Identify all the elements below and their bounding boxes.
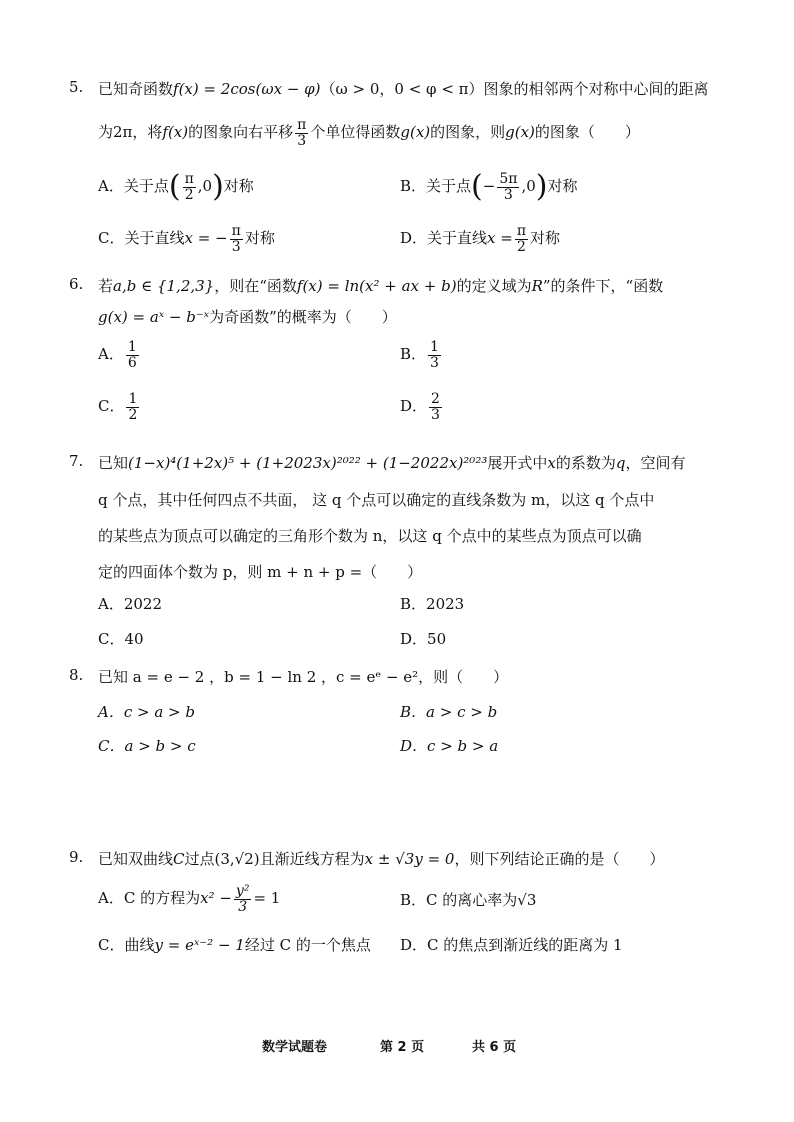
q5-opt-d-pre: D．关于直线 — [400, 229, 488, 248]
question-6-number: 6. — [69, 275, 84, 293]
footer-page-number: 第 2 页 — [380, 1040, 425, 1055]
q6-opt-c-den: 2 — [128, 406, 138, 423]
q9-asymptote-eq: x ± √3y = 0 — [364, 850, 455, 868]
question-6-stem-line1 — [98, 275, 663, 296]
q5-opt-a-num: π — [184, 171, 194, 187]
q5-opt-c-eq: x = − — [184, 229, 228, 248]
q5-opt-a-den: 2 — [184, 186, 194, 203]
q9-line1-c: 且渐近线方程为 — [259, 850, 365, 868]
q9-option-a[interactable] — [98, 884, 280, 914]
q9-opt-a-pre: A．C 的方程为 — [98, 889, 201, 908]
footer-total-pages: 共 6 页 — [472, 1040, 517, 1055]
q5-stem-a: 已知奇函数 — [98, 80, 174, 98]
q6-option-a[interactable] — [98, 340, 141, 370]
question-7-number: 7. — [69, 452, 84, 470]
q5-stem-b4: 的图象，则 — [430, 123, 506, 142]
q6-function-g: g(x) = aˣ − b⁻ˣ — [98, 308, 210, 326]
q7-option-d[interactable]: D．50 — [400, 630, 447, 648]
q5-option-c[interactable] — [98, 224, 275, 254]
question-5-stem-line2 — [98, 118, 640, 148]
footer-title: 数学试题卷 — [262, 1040, 328, 1055]
q6-R: R — [531, 277, 543, 295]
q6-function-f: f(x) = ln(x² + ax + b) — [296, 277, 457, 295]
question-6-stem-line2 — [98, 306, 397, 327]
q7-option-b[interactable]: B．2023 — [400, 595, 465, 613]
q6-opt-b-den: 3 — [430, 354, 439, 371]
q5-stem-b1: 为2π，将 — [98, 123, 163, 142]
q6-opt-d-label: D． — [400, 397, 428, 416]
q5-opt-a-tail: ,0 — [197, 177, 213, 196]
q5-opt-d-eq: x = — [487, 229, 513, 248]
q5-option-b[interactable]: B．关于点(− $\frac{5\pi}{3}$ ,0)对称 — [400, 169, 578, 205]
q7-expression: (1−x)⁴(1+2x)⁵ + (1+2023x)²⁰²² + (1−2022x)²⁰²³ — [128, 454, 488, 472]
question-7-stem-line3: 的某些点为顶点可以确定的三角形个数为 n，以这 q 个点中的某些点为顶点可以确 — [98, 527, 642, 545]
q5-stem-b5: 的图象（ ） — [534, 123, 640, 142]
q6-opt-d-fraction — [429, 392, 442, 422]
q5-opt-b-fraction — [497, 172, 519, 202]
q6-set: a,b ∈ {1,2,3} — [113, 277, 215, 295]
q5-opt-c-num: π — [231, 223, 241, 239]
q5-option-d[interactable] — [400, 224, 560, 254]
q7-x: x — [547, 454, 556, 472]
q6-opt-a-num: 1 — [127, 339, 137, 355]
q5-condition: （ω > 0，0 < φ < π）图象的相邻两个对称中心间的距离 — [320, 80, 709, 98]
q5-opt-c-post: 对称 — [244, 229, 275, 248]
q7-option-a[interactable]: A．2022 — [98, 595, 163, 613]
q9-opt-a-fraction — [234, 884, 252, 914]
q5-opt-b-den: 3 — [503, 186, 513, 203]
q6-opt-c-label: C． — [98, 397, 125, 416]
q6-opt-b-num: 1 — [430, 339, 439, 355]
q5-opt-c-fraction — [230, 224, 243, 254]
q5-shift-den: 3 — [297, 132, 307, 149]
q5-fx: f(x) — [162, 123, 189, 142]
q5-opt-c-pre: C．关于直线 — [98, 229, 185, 248]
q7-q: q — [615, 454, 626, 472]
q5-option-a[interactable]: A．关于点( $\frac{\pi}{2}$ ,0)对称 — [98, 169, 254, 205]
q6-opt-b-fraction — [428, 340, 441, 370]
q9-line1-d: ，则下列结论正确的是（ ） — [454, 850, 665, 868]
q9-option-c[interactable] — [98, 934, 371, 955]
q8-option-b[interactable]: B．a > c > b — [400, 703, 498, 721]
q6-opt-a-fraction — [126, 340, 139, 370]
q9-opt-a-num: y² — [235, 883, 250, 899]
q6-line2-text: 为奇函数”的概率为（ ） — [209, 308, 397, 326]
q6-option-d[interactable] — [400, 392, 444, 422]
q9-option-d[interactable]: D．C 的焦点到渐近线的距离为 1 — [400, 936, 623, 954]
q9-opt-b-pre: B．C 的离心率为 — [400, 891, 518, 909]
question-9-stem — [98, 848, 664, 869]
question-5-number: 5. — [69, 78, 84, 96]
q9-line1-b: 过点 — [184, 850, 215, 868]
q5-shift-num: π — [297, 117, 307, 133]
q5-stem-b2: 的图象向右平移 — [188, 123, 294, 142]
q8-option-d[interactable]: D．c > b > a — [400, 737, 499, 755]
question-7-stem-line4: 定的四面体个数为 p，则 m + n + p =（ ） — [98, 563, 423, 581]
q5-shift-fraction — [295, 118, 308, 148]
question-8-number: 8. — [69, 666, 84, 684]
q9-opt-a-x: x² − — [200, 889, 232, 908]
q6-opt-d-num: 2 — [431, 391, 440, 407]
question-7-stem-line1 — [98, 452, 685, 473]
q9-opt-c-eq: y = eˣ⁻² − 1 — [154, 936, 245, 954]
q5-opt-b-tail: ,0 — [521, 177, 536, 196]
q5-opt-a-post: 对称 — [223, 177, 254, 196]
q5-opt-c-den: 3 — [231, 238, 241, 255]
q6-opt-c-num: 1 — [128, 391, 138, 407]
q5-opt-b-pre: B．关于点 — [400, 177, 472, 196]
q9-C: C — [173, 850, 185, 868]
q7-line1-b: 展开式中 — [487, 454, 548, 472]
q9-opt-a-post: = 1 — [253, 889, 281, 908]
q6-opt-b-label: B． — [400, 345, 427, 364]
q5-opt-b-sign: − — [482, 177, 496, 196]
q6-line1-b: ，则在“函数 — [214, 277, 297, 295]
q7-line1-d: ，空间有 — [625, 454, 686, 472]
q9-option-b[interactable] — [400, 889, 536, 910]
q6-line1-d: ”的条件下，“函数 — [542, 277, 664, 295]
q6-opt-a-den: 6 — [127, 354, 137, 371]
q6-opt-a-label: A． — [98, 345, 124, 364]
q9-opt-a-den: 3 — [238, 898, 248, 915]
q6-opt-d-den: 3 — [431, 406, 440, 423]
q5-gx: g(x) — [400, 123, 431, 142]
q6-line1-a: 若 — [98, 277, 114, 295]
q9-opt-c-post: 经过 C 的一个焦点 — [244, 936, 371, 954]
q5-gx-2: g(x) — [505, 123, 535, 142]
q9-opt-b-val: √3 — [517, 891, 537, 909]
q9-opt-c-pre: C．曲线 — [98, 936, 155, 954]
q9-point: (3,√2) — [214, 850, 260, 868]
q6-option-b[interactable] — [400, 340, 443, 370]
q5-function: f(x) = 2cos(ωx − φ) — [173, 80, 321, 98]
q5-opt-d-fraction — [515, 224, 528, 254]
q6-opt-c-fraction — [126, 392, 139, 422]
q9-line1-a: 已知双曲线 — [98, 850, 174, 868]
question-5-stem-line1 — [98, 78, 709, 99]
question-9-number: 9. — [69, 848, 84, 866]
q8-option-c[interactable]: C．a > b > c — [98, 737, 196, 755]
q5-stem-b3: 个单位得函数 — [310, 123, 401, 142]
q5-opt-d-den: 2 — [516, 238, 526, 255]
q5-opt-b-post: 对称 — [547, 177, 578, 196]
q5-opt-d-num: π — [516, 223, 527, 239]
q5-opt-a-fraction — [183, 172, 196, 202]
q5-opt-a-pre: A．关于点 — [98, 177, 169, 196]
q5-opt-b-num: 5π — [499, 171, 518, 187]
q8-option-a[interactable]: A．c > a > b — [98, 703, 195, 721]
q6-option-c[interactable] — [98, 392, 141, 422]
q7-option-c[interactable]: C．40 — [98, 630, 144, 648]
q7-line1-c: 的系数为 — [555, 454, 616, 472]
q6-line1-c: 的定义域为 — [456, 277, 532, 295]
question-7-stem-line2: q 个点，其中任何四点不共面， 这 q 个点可以确定的直线条数为 m，以这 q 个点中 — [98, 491, 655, 509]
q5-opt-d-post: 对称 — [530, 229, 561, 248]
q7-line1-a: 已知 — [98, 454, 129, 472]
question-8-stem: 已知 a = e − 2 ，b = 1 − ln 2 ，c = eᵉ − e²，则（ ） — [98, 668, 509, 686]
